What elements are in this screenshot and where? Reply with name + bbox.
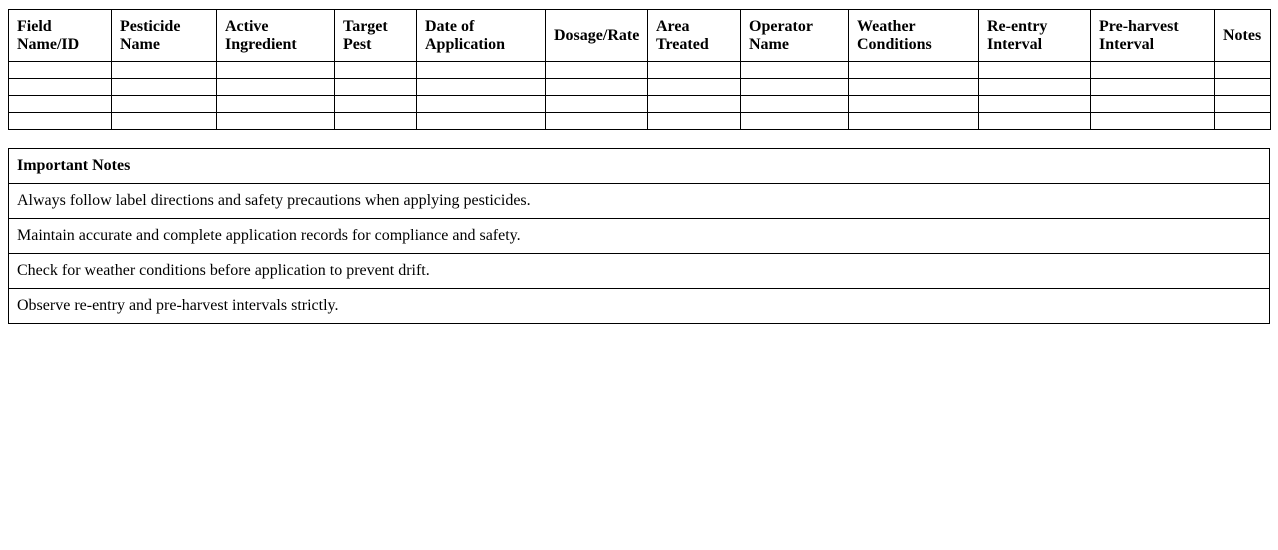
header-line: Conditions xyxy=(857,35,932,53)
header-line: Name xyxy=(749,35,789,53)
note-item: Always follow label directions and safety precautions when applying pesticides. xyxy=(9,184,1270,219)
notes-header-row xyxy=(9,149,1270,184)
header-line: Interval xyxy=(1099,35,1155,53)
empty-cell[interactable] xyxy=(1091,96,1215,113)
empty-cell[interactable] xyxy=(335,62,417,79)
header-dosage-rate xyxy=(546,10,648,62)
empty-cell[interactable] xyxy=(741,79,849,96)
empty-cell[interactable] xyxy=(849,62,979,79)
header-line: Interval xyxy=(987,35,1043,53)
empty-cell[interactable] xyxy=(546,79,648,96)
header-line: Area xyxy=(656,17,690,35)
empty-cell[interactable] xyxy=(217,79,335,96)
note-row xyxy=(9,254,1270,289)
empty-cell[interactable] xyxy=(546,62,648,79)
header-line: Application xyxy=(425,35,506,53)
empty-cell[interactable] xyxy=(741,62,849,79)
empty-cell[interactable] xyxy=(417,113,546,130)
empty-cell[interactable] xyxy=(849,96,979,113)
header-line: Name xyxy=(120,35,160,53)
empty-cell[interactable] xyxy=(1091,79,1215,96)
table-row xyxy=(9,113,1271,130)
empty-cell[interactable] xyxy=(1215,113,1271,130)
header-line: Target xyxy=(343,17,388,35)
empty-cell[interactable] xyxy=(648,113,741,130)
header-line: Weather xyxy=(857,17,916,35)
document xyxy=(8,9,1270,324)
empty-cell[interactable] xyxy=(417,96,546,113)
empty-cell[interactable] xyxy=(979,113,1091,130)
header-active-ingredient xyxy=(217,10,335,62)
empty-cell[interactable] xyxy=(648,96,741,113)
header-line: Re-entry xyxy=(987,17,1048,35)
header-line: Dosage/Rate xyxy=(554,26,640,44)
empty-cell[interactable] xyxy=(335,113,417,130)
table-row xyxy=(9,96,1271,113)
header-line: Name/ID xyxy=(17,35,80,53)
note-item: Maintain accurate and complete application records for compliance and safety. xyxy=(9,219,1270,254)
empty-cell[interactable] xyxy=(648,62,741,79)
header-line: Ingredient xyxy=(225,35,297,53)
empty-cell[interactable] xyxy=(9,62,112,79)
header-line: Date of xyxy=(425,17,475,35)
notes-title: Important Notes xyxy=(9,149,1270,184)
note-item: Observe re-entry and pre-harvest intervals strictly. xyxy=(9,289,1270,324)
empty-cell[interactable] xyxy=(9,96,112,113)
table-row xyxy=(9,62,1271,79)
header-notes xyxy=(1215,10,1271,62)
empty-cell[interactable] xyxy=(849,79,979,96)
note-row xyxy=(9,219,1270,254)
empty-cell[interactable] xyxy=(112,113,217,130)
note-row xyxy=(9,289,1270,324)
empty-cell[interactable] xyxy=(112,96,217,113)
header-pesticide-name xyxy=(112,10,217,62)
header-line: Field xyxy=(17,17,52,35)
empty-cell[interactable] xyxy=(417,62,546,79)
header-line: Pesticide xyxy=(120,17,181,35)
empty-cell[interactable] xyxy=(979,96,1091,113)
empty-cell[interactable] xyxy=(1215,62,1271,79)
header-target-pest xyxy=(335,10,417,62)
empty-cell[interactable] xyxy=(112,62,217,79)
header-operator-name xyxy=(741,10,849,62)
header-line: Operator xyxy=(749,17,813,35)
empty-cell[interactable] xyxy=(849,113,979,130)
header-line: Notes xyxy=(1223,26,1262,44)
header-pre-harvest-interval xyxy=(1091,10,1215,62)
empty-cell[interactable] xyxy=(417,79,546,96)
empty-cell[interactable] xyxy=(741,96,849,113)
empty-cell[interactable] xyxy=(546,113,648,130)
table-row xyxy=(9,79,1271,96)
empty-cell[interactable] xyxy=(217,62,335,79)
note-row xyxy=(9,184,1270,219)
empty-cell[interactable] xyxy=(1215,96,1271,113)
empty-cell[interactable] xyxy=(217,113,335,130)
empty-cell[interactable] xyxy=(9,79,112,96)
log-table-body xyxy=(9,62,1271,130)
empty-cell[interactable] xyxy=(979,62,1091,79)
empty-cell[interactable] xyxy=(741,113,849,130)
header-line: Treated xyxy=(656,35,709,53)
note-item: Check for weather conditions before application to prevent drift. xyxy=(9,254,1270,289)
application-log-table xyxy=(8,9,1271,130)
empty-cell[interactable] xyxy=(979,79,1091,96)
header-re-entry-interval xyxy=(979,10,1091,62)
header-line: Pre-harvest xyxy=(1099,17,1179,35)
header-row xyxy=(9,10,1271,62)
empty-cell[interactable] xyxy=(9,113,112,130)
header-line: Pest xyxy=(343,35,372,53)
empty-cell[interactable] xyxy=(112,79,217,96)
empty-cell[interactable] xyxy=(335,79,417,96)
header-weather-conditions xyxy=(849,10,979,62)
important-notes-table xyxy=(8,148,1270,324)
empty-cell[interactable] xyxy=(335,96,417,113)
header-area-treated xyxy=(648,10,741,62)
empty-cell[interactable] xyxy=(1091,62,1215,79)
empty-cell[interactable] xyxy=(546,96,648,113)
header-field-name-id xyxy=(9,10,112,62)
empty-cell[interactable] xyxy=(648,79,741,96)
header-line: Active xyxy=(225,17,269,35)
header-date-of-application xyxy=(417,10,546,62)
empty-cell[interactable] xyxy=(217,96,335,113)
empty-cell[interactable] xyxy=(1215,79,1271,96)
empty-cell[interactable] xyxy=(1091,113,1215,130)
